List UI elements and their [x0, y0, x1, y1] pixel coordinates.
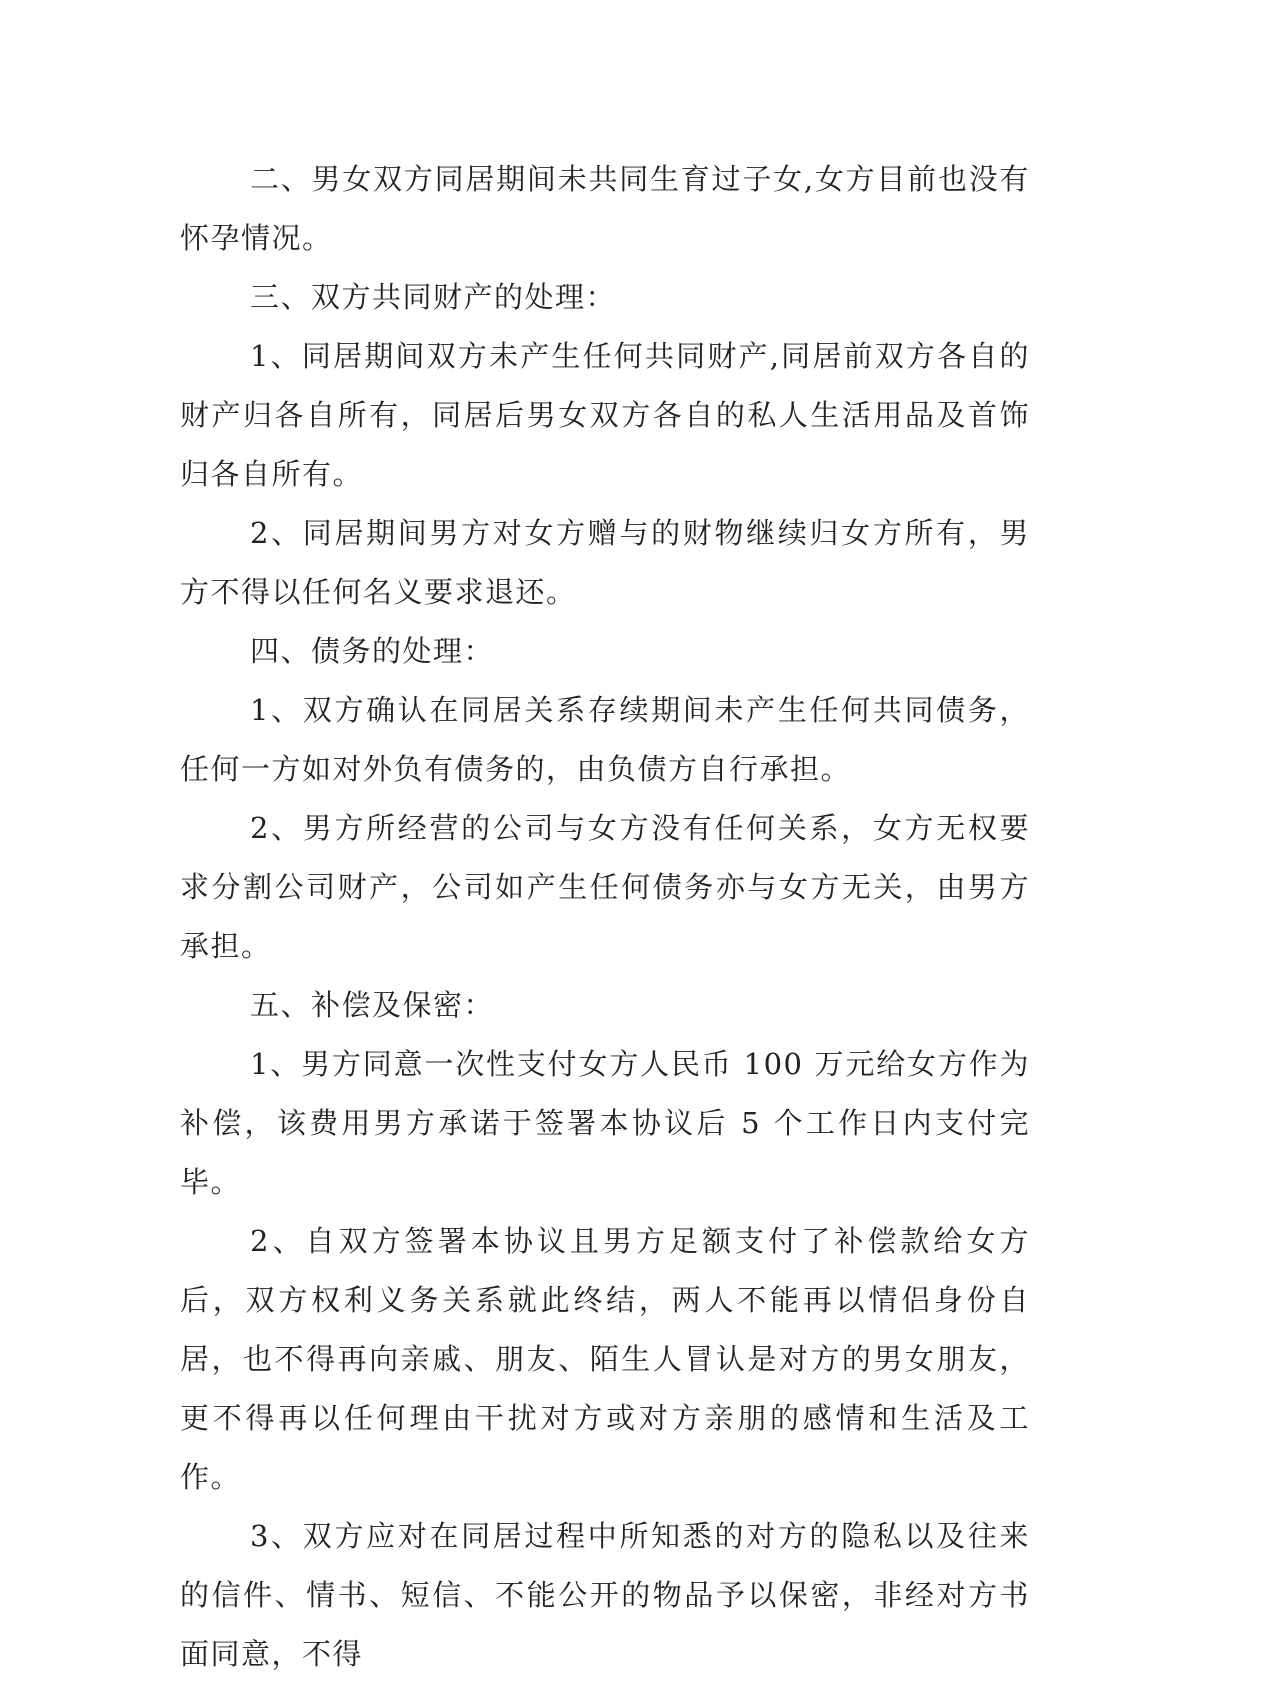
property-clause-2: 2、同居期间男方对女方赠与的财物继续归女方所有，男方不得以任何名义要求退还。 [180, 516, 1030, 609]
section-five-heading: 五、补偿及保密： [250, 988, 495, 1022]
compensation-clause-1: 1、男方同意一次性支付女方人民币 100 万元给女方作为补偿，该费用男方承诺于签署本协议后 5 个工作日内支付完毕。 [180, 1047, 1030, 1199]
debt-clause-2: 2、男方所经营的公司与女方没有任何关系，女方无权要求分割公司财产，公司如产生任何债务亦与女方无关，由男方承担。 [180, 811, 1030, 963]
section-two-paragraph: 二、男女双方同居期间未共同生育过子女,女方目前也没有怀孕情况。 [180, 162, 1030, 255]
section-four-heading: 四、债务的处理： [250, 634, 495, 668]
confidentiality-clause-3: 3、双方应对在同居过程中所知悉的对方的隐私以及往来的信件、情书、短信、不能公开的物品予以保密，非经对方书面同意，不得 [180, 1519, 1030, 1671]
document-body [180, 150, 1030, 1684]
debt-clause-1: 1、双方确认在同居关系存续期间未产生任何共同债务，任何一方如对外负有债务的，由负债方自行承担。 [180, 693, 1030, 786]
section-three-heading: 三、双方共同财产的处理： [250, 280, 617, 314]
compensation-clause-2: 2、自双方签署本协议且男方足额支付了补偿款给女方后，双方权利义务关系就此终结，两人不能再以情侣身份自居，也不得再向亲戚、朋友、陌生人冒认是对方的男女朋友，更不得再以任何理由干扰对方或对方亲朋的感情和生活及工作。 [180, 1224, 1030, 1494]
property-clause-1: 1、同居期间双方未产生任何共同财产,同居前双方各自的财产归各自所有，同居后男女双方各自的私人生活用品及首饰归各自所有。 [180, 339, 1030, 491]
